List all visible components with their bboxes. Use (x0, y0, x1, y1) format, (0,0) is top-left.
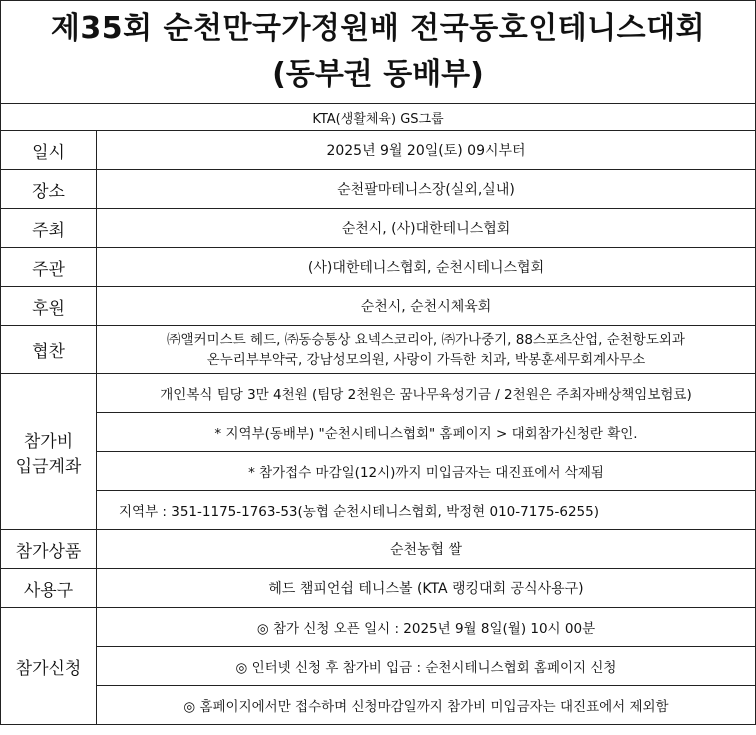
organizer-label: 주관 (1, 248, 97, 287)
venue-row (1, 170, 756, 209)
fee-label-line-2: 입금계좌 (15, 456, 82, 477)
date-value: 2025년 9월 20일(토) 09시부터 (97, 131, 756, 170)
organizers-row (1, 104, 756, 131)
fee-account-line: 지역부 : 351-1175-1763-53(농협 순천시테니스협회, 박정현 010-7175-6255) (97, 491, 756, 530)
application-label: 참가신청 (1, 608, 97, 725)
venue-value: 순천팔마테니스장(실외,실내) (97, 170, 756, 209)
fee-row-1 (1, 374, 756, 413)
application-row-2 (1, 647, 756, 686)
fee-line-2: * 지역부(동배부) "순천시테니스협회" 홈페이지 > 대회참가신청란 확인. (97, 413, 756, 452)
sponsor-row (1, 326, 756, 374)
ball-label: 사용구 (1, 569, 97, 608)
application-row-1 (1, 608, 756, 647)
host-value: 순천시, (사)대한테니스협회 (97, 209, 756, 248)
host-label: 주최 (1, 209, 97, 248)
fee-row-2 (1, 413, 756, 452)
ball-row (1, 569, 756, 608)
prize-label: 참가상품 (1, 530, 97, 569)
fee-row-4 (1, 491, 756, 530)
support-value: 순천시, 순천시체육회 (97, 287, 756, 326)
fee-line-3: * 참가접수 마감일(12시)까지 미입금자는 대진표에서 삭제됨 (97, 452, 756, 491)
date-label: 일시 (1, 131, 97, 170)
host-row (1, 209, 756, 248)
title-row (1, 1, 756, 104)
sponsor-value (97, 326, 756, 374)
prize-row (1, 530, 756, 569)
application-row-3 (1, 686, 756, 725)
ball-value: 헤드 챔피언쉽 테니스볼 (KTA 랭킹대회 공식사용구) (97, 569, 756, 608)
prize-value: 순천농협 쌀 (97, 530, 756, 569)
sponsor-label: 협찬 (1, 326, 97, 374)
fee-line-1: 개인복식 팀당 3만 4천원 (팀당 2천원은 꿈나무육성기금 / 2천원은 주최자배상책임보험료) (97, 374, 756, 413)
fee-label-line-1: 참가비 (23, 431, 74, 452)
organizer-row (1, 248, 756, 287)
sponsor-line-1: ㈜앨커미스트 헤드, ㈜동승통상 요넥스코리아, ㈜가나중기, 88스포츠산업, 순천항도외과 (167, 331, 685, 348)
venue-label: 장소 (1, 170, 97, 209)
support-row (1, 287, 756, 326)
sponsor-line-2: 온누리부부약국, 강남성모의원, 사랑이 가득한 치과, 박봉훈세무회계사무소 (206, 351, 646, 368)
application-line-2: ◎ 인터넷 신청 후 참가비 입금 : 순천시테니스협회 홈페이지 신청 (97, 647, 756, 686)
organizer-value: (사)대한테니스협회, 순천시테니스협회 (97, 248, 756, 287)
fee-row-3 (1, 452, 756, 491)
application-line-1: ◎ 참가 신청 오픈 일시 : 2025년 9월 8일(월) 10시 00분 (97, 608, 756, 647)
page-subtitle: (동부권 동배부) (272, 57, 484, 92)
title-cell (1, 1, 756, 104)
page-title: 제35회 순천만국가정원배 전국동호인테니스대회 (50, 11, 706, 46)
date-row (1, 131, 756, 170)
fee-label (1, 374, 97, 530)
organizers-line: KTA(생활체육) GS그룹 (1, 104, 756, 131)
support-label: 후원 (1, 287, 97, 326)
application-line-3: ◎ 홈페이지에서만 접수하며 신청마감일까지 참가비 미입금자는 대진표에서 제외함 (97, 686, 756, 725)
